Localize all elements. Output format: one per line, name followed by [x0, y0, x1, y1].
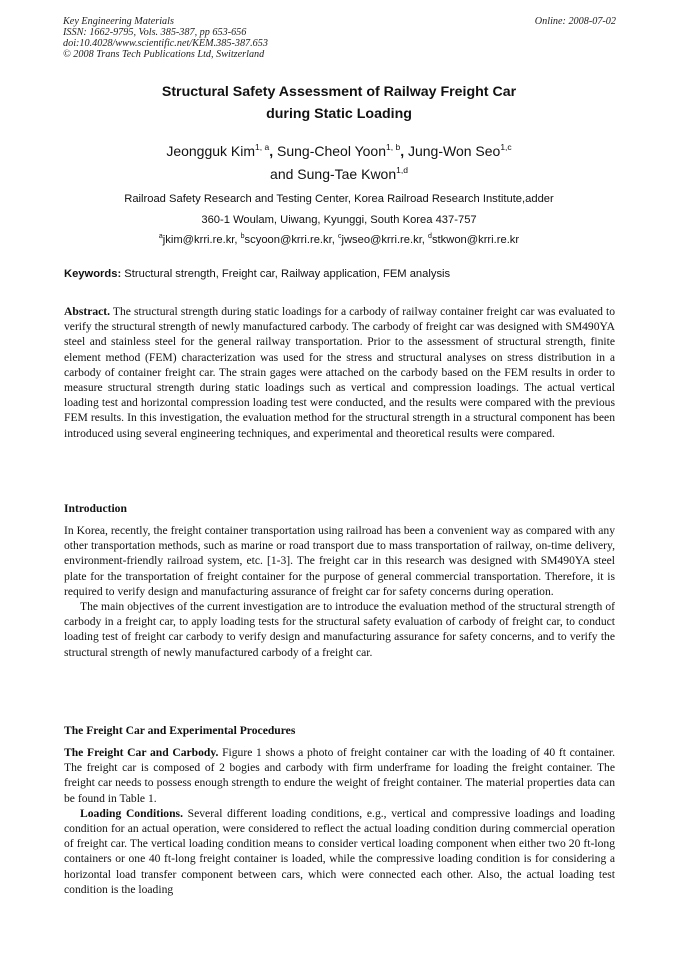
email-address: stkwon@krri.re.kr	[431, 234, 520, 246]
loading-paragraph	[64, 806, 615, 897]
loading-subheading: Loading Conditions.	[80, 806, 183, 820]
journal-header	[63, 16, 268, 60]
author-name: Jung-Won Seo	[407, 143, 501, 159]
abstract-text: The structural strength during static loadings for a carbody of railway container freight car was evaluated to verify the structural strength of newly manufactured carbody. The carbody of freight car was designed with SM490YA steel and stainless steel for the general railway transportation. Prior to the assessment of structural strength, finite element method (FEM) characterization was used for the stress and structural analyses on stress distribution in a carbody of container freight car. The strain gages were attached on the carbody based on the FEM results in order to measure structural strength during static loadings such as vertical and compression loadings. The actual vertical loading test and horizontal compression loading test were conducted, and the results were compared with the previous FEM results. In this investigation, the evaluation method for the structural strength in a structural component has been introduced using several engineering techniques, and experimental and theoretical results were compared.	[64, 305, 615, 440]
email-address: scyoon@krri.re.kr,	[244, 234, 338, 246]
abstract-paragraph	[64, 304, 615, 441]
doi-line: doi:10.4028/www.scientific.net/KEM.385-387.653	[63, 38, 268, 49]
loading-text: Several different loading conditions, e.g., vertical and compressive loadings and loading condition for an actual operation, were considered to reflect the actual loading condition during commercial operation of freight car. The vertical loading condition means to consider vertical loading component when either two 20 ft-long containers or one 40 ft-long freight container is loaded, while the compressive loading condition is for considering a horizontal load transfer component between cars, which were connected each other. Also, the actual loading test condition is the loading	[64, 806, 615, 896]
keywords	[64, 267, 616, 282]
copyright-line: © 2008 Trans Tech Publications Ltd, Switzerland	[63, 49, 265, 60]
authors-line-2	[0, 163, 678, 186]
introduction-heading: Introduction	[64, 502, 127, 515]
freight-section-body	[64, 745, 615, 897]
introduction-body	[64, 523, 615, 660]
author-affil-mark: 1,c	[500, 142, 512, 152]
authors-line-1	[0, 140, 678, 163]
author-affil-mark: 1, a	[255, 142, 270, 152]
paper-title	[0, 81, 678, 125]
affiliation-block	[0, 189, 678, 251]
author-list	[0, 140, 678, 186]
abstract	[64, 304, 615, 441]
keywords-text: Structural strength, Freight car, Railway application, FEM analysis	[121, 268, 451, 280]
author-name: Jeongguk Kim	[166, 143, 256, 159]
email-mark: a	[158, 233, 163, 240]
author-affil-mark: 1, b	[386, 142, 401, 152]
title-line-1: Structural Safety Assessment of Railway Freight Car	[161, 84, 517, 100]
email-address: jkim@krri.re.kr,	[162, 234, 241, 246]
issn-line: ISSN: 1662-9795, Vols. 385-387, pp 653-656	[63, 27, 247, 38]
email-address: jwseo@krri.re.kr,	[341, 234, 429, 246]
affiliation-line-1: Railroad Safety Research and Testing Center, Korea Railroad Research Institute,adder	[124, 193, 554, 205]
author-separator: ,	[269, 143, 277, 159]
affiliation-line-2: 360-1 Woulam, Uiwang, Kyunggi, South Korea 437-757	[201, 213, 477, 226]
author-name: Sung-Tae Kwon	[297, 166, 397, 182]
abstract-label: Abstract.	[64, 305, 111, 318]
freight-paragraph-1	[64, 745, 615, 806]
freight-section-heading: The Freight Car and Experimental Procedures	[64, 724, 296, 737]
online-date: Online: 2008-07-02	[534, 16, 616, 27]
email-mark: d	[428, 233, 432, 240]
email-line	[0, 230, 678, 251]
author-separator: ,	[400, 143, 408, 159]
author-affil-mark: 1,d	[396, 165, 408, 175]
author-name: Sung-Cheol Yoon	[277, 143, 386, 159]
intro-paragraph-1: In Korea, recently, the freight container transportation using railroad has been a convenient way as compared with any other transportation methods, such as marine or road transport due to mass transportation of railway, on-time delivery, environment-friendly railroad system, etc. [1-3]. The freight car in this research was designed with SM490YA steel plate for the transportation of freight container for the purpose of general commercial transportation. Therefore, it is required to verify design and manufacturing assurance of freight car for safety concerns during operation.	[64, 524, 615, 598]
journal-name: Key Engineering Materials	[63, 16, 174, 27]
email-mark: b	[240, 233, 245, 240]
author-conjunction: and	[270, 166, 298, 182]
freight-subheading: The Freight Car and Carbody.	[64, 746, 219, 759]
keywords-label: Keywords:	[64, 268, 122, 280]
intro-paragraph-2: The main objectives of the current investigation are to introduce the evaluation method of the structural strength of carbody in a freight car, to apply loading tests for the structural safety evaluation of carbody of freight car, to conduct loading test of freight car carbody to verify design and manufacturing assurance for safety concerns, and to verify the structural strength of newly manufactured carbody of a freight car.	[64, 600, 615, 659]
email-mark: c	[337, 233, 342, 240]
title-line-2: during Static Loading	[266, 106, 412, 122]
freight-text: Figure 1 shows a photo of freight container car with the loading of 40 ft container. The freight car is composed of 2 bogies and carbody with firm underframe for loading the freight container. The freight car needs to possess enough strength to endure the weight of freight container. The material properties data can be found in Table 1.	[64, 746, 615, 805]
